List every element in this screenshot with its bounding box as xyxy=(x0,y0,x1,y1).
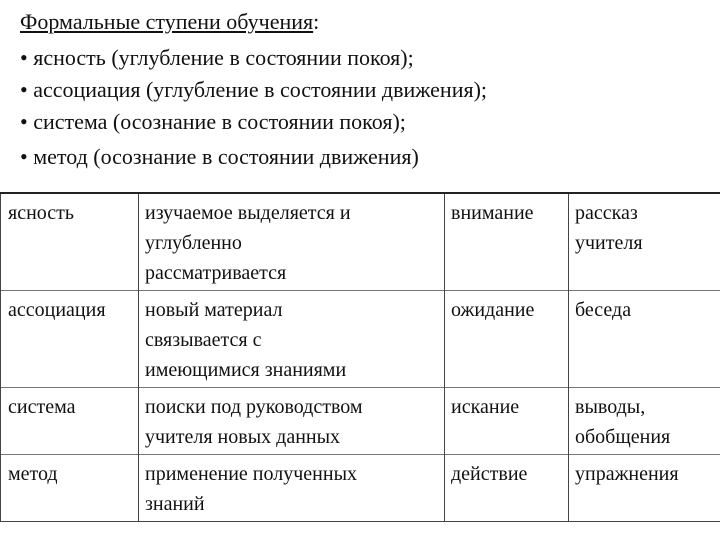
content-line: связывается с xyxy=(145,329,262,351)
stage-cell xyxy=(1,388,139,455)
method-line: упражнения xyxy=(575,463,679,485)
method-line: обобщения xyxy=(575,426,671,448)
content-line: имеющимися знаниями xyxy=(145,359,347,381)
content-line: учителя новых данных xyxy=(145,426,341,448)
content-cell xyxy=(139,193,445,291)
content-line: рассматривается xyxy=(145,262,287,284)
state-cell xyxy=(445,388,569,455)
state-label: искание xyxy=(451,396,520,418)
table-row xyxy=(1,455,720,522)
stage-label: метод xyxy=(8,463,58,485)
content-line: новый материал xyxy=(145,299,283,321)
table-row xyxy=(1,193,720,291)
method-line: учителя xyxy=(575,232,643,254)
method-line: беседа xyxy=(575,299,632,321)
content-cell xyxy=(139,291,445,388)
method-cell xyxy=(569,455,720,522)
method-line: выводы, xyxy=(575,396,646,418)
state-label: действие xyxy=(451,463,528,485)
method-cell xyxy=(569,193,720,291)
method-cell xyxy=(569,388,720,455)
method-cell xyxy=(569,291,720,388)
page-title-text: Формальные ступени обучения xyxy=(20,9,314,34)
stage-label: ассоциация xyxy=(8,299,106,321)
content-line: поиски под руководством xyxy=(145,396,363,418)
stages-table xyxy=(0,192,720,522)
content-cell xyxy=(139,455,445,522)
method-line: рассказ xyxy=(575,202,638,224)
page-title-colon: : xyxy=(313,9,320,34)
stage-cell xyxy=(1,193,139,291)
table-row xyxy=(1,291,720,388)
content-line: изучаемое выделяется и xyxy=(145,202,351,224)
bullet-item: • система (осознание в состоянии покоя); xyxy=(20,109,406,134)
state-cell xyxy=(445,193,569,291)
content-cell xyxy=(139,388,445,455)
state-label: ожидание xyxy=(451,299,535,321)
stage-cell xyxy=(1,455,139,522)
bullet-list xyxy=(20,42,487,173)
stage-label: ясность xyxy=(8,202,75,224)
state-cell xyxy=(445,291,569,388)
state-label: внимание xyxy=(451,202,534,224)
bullet-item: • ассоциация (углубление в состоянии движения); xyxy=(20,77,488,102)
content-line: знаний xyxy=(145,493,205,515)
content-line: применение полученных xyxy=(145,463,358,485)
table-row xyxy=(1,388,720,455)
content-line: углубленно xyxy=(145,232,242,254)
page-title xyxy=(20,8,319,36)
stage-label: система xyxy=(8,396,76,418)
stage-cell xyxy=(1,291,139,388)
bullet-item: • метод (осознание в состоянии движения) xyxy=(20,144,419,169)
bullet-item: • ясность (углубление в состоянии покоя); xyxy=(20,45,414,70)
state-cell xyxy=(445,455,569,522)
